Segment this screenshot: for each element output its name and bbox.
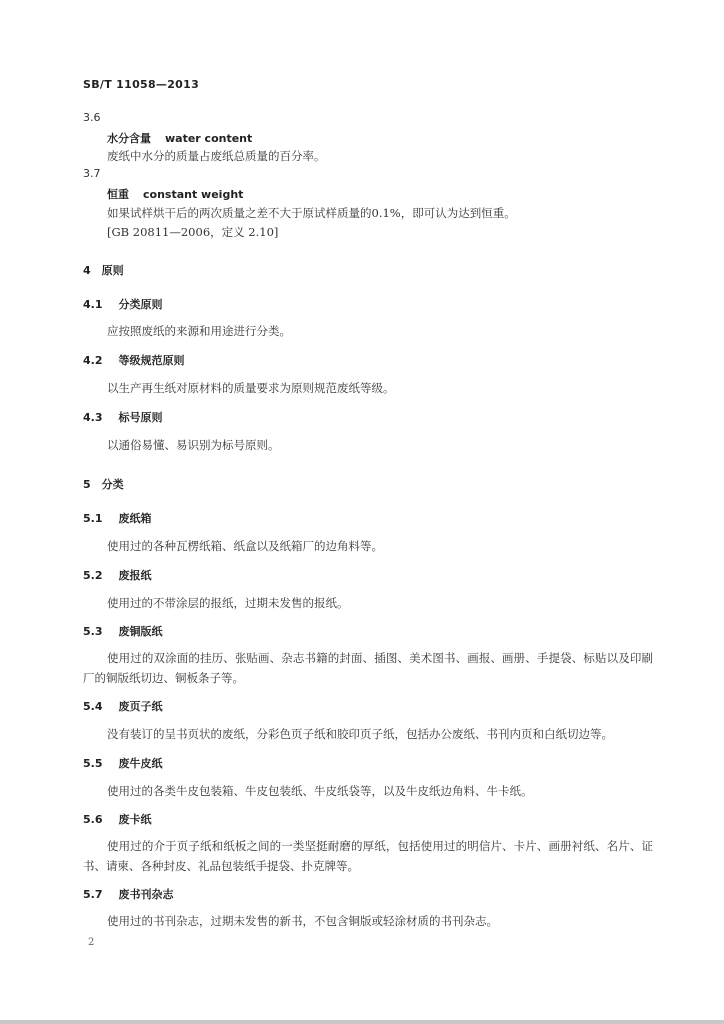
clause-title: 分类原则	[118, 298, 163, 311]
clause-heading	[83, 567, 152, 583]
clause-text: 使用过的双涂面的挂历、张贴画、杂志书籍的封面、插图、美术图书、画报、画册、手提袋、标贴以及印刷厂的铜版纸切边、铜板条子等。	[83, 651, 653, 685]
clause-title: 废牛皮纸	[118, 757, 163, 770]
clause-title: 废纸箱	[118, 512, 152, 525]
clause-number: 5.5	[83, 757, 103, 770]
page-bottom-edge	[0, 1020, 724, 1024]
clause-text: 使用过的各种瓦楞纸箱、纸盒以及纸箱厂的边角料等。	[107, 539, 383, 553]
clause-heading	[83, 409, 163, 425]
term-cn: 恒重	[107, 188, 129, 201]
clause-number: 5.3	[83, 625, 103, 638]
clause-title: 废铜版纸	[118, 625, 163, 638]
term-number: 3.7	[83, 167, 101, 180]
clause-heading	[83, 296, 163, 312]
clause-heading	[83, 886, 174, 902]
clause-number: 4.2	[83, 354, 103, 367]
page-number: 2	[88, 937, 95, 948]
clause-text: 使用过的各类牛皮包装箱、牛皮包装纸、牛皮纸袋等，以及牛皮纸边角料、牛卡纸。	[107, 784, 533, 798]
standard-code: SB/T 11058—2013	[83, 78, 200, 91]
clause-title: 等级规范原则	[118, 354, 185, 367]
section-heading: 4 原则	[83, 264, 124, 277]
clause-text: 使用过的介于页子纸和纸板之间的一类坚挺耐磨的厚纸，包括使用过的明信片、卡片、画册衬纸、名片、证书、请柬、各种封皮、礼品包装纸手提袋、扑克牌等。	[83, 839, 653, 873]
clause-number: 5.1	[83, 512, 103, 525]
clause-text: 以通俗易懂、易识别为标号原则。	[107, 438, 280, 452]
clause-title: 废卡纸	[118, 813, 152, 826]
clause-heading	[83, 698, 163, 714]
section-heading: 5 分类	[83, 478, 124, 491]
term-en: constant weight	[143, 188, 244, 201]
clause-text: 以生产再生纸对原材料的质量要求为原则规范废纸等级。	[107, 381, 395, 395]
clause-text: 使用过的不带涂层的报纸，过期未发售的报纸。	[107, 596, 349, 610]
clause-number: 5.2	[83, 569, 103, 582]
term-cn: 水分含量	[107, 132, 151, 145]
clause-number: 5.4	[83, 700, 103, 713]
clause-heading	[83, 623, 163, 639]
clause-text: 使用过的书刊杂志，过期未发售的新书，不包含铜版或轻涂材质的书刊杂志。	[107, 914, 498, 928]
clause-heading	[83, 811, 152, 827]
term-title	[107, 130, 252, 146]
term-source: [GB 20811—2006，定义 2.10]	[107, 225, 279, 239]
term-definition: 如果试样烘干后的两次质量之差不大于原试样质量的0.1%，即可认为达到恒重。	[107, 206, 516, 220]
clause-text: 应按照废纸的来源和用途进行分类。	[107, 324, 291, 338]
term-en: water content	[165, 132, 253, 145]
clause-number: 4.1	[83, 298, 103, 311]
term-title	[107, 186, 243, 202]
term-definition: 废纸中水分的质量占废纸总质量的百分率。	[107, 149, 326, 163]
clause-title: 标号原则	[118, 411, 163, 424]
clause-title: 废页子纸	[118, 700, 163, 713]
clause-heading	[83, 352, 185, 368]
clause-number: 5.7	[83, 888, 103, 901]
clause-heading	[83, 510, 152, 526]
term-number: 3.6	[83, 111, 101, 124]
clause-heading	[83, 755, 163, 771]
clause-number: 4.3	[83, 411, 103, 424]
clause-number: 5.6	[83, 813, 103, 826]
clause-title: 废书刊杂志	[118, 888, 174, 901]
clause-text: 没有装订的呈书页状的废纸，分彩色页子纸和胶印页子纸，包括办公废纸、书刊内页和白纸切边等。	[107, 727, 613, 741]
clause-title: 废报纸	[118, 569, 152, 582]
